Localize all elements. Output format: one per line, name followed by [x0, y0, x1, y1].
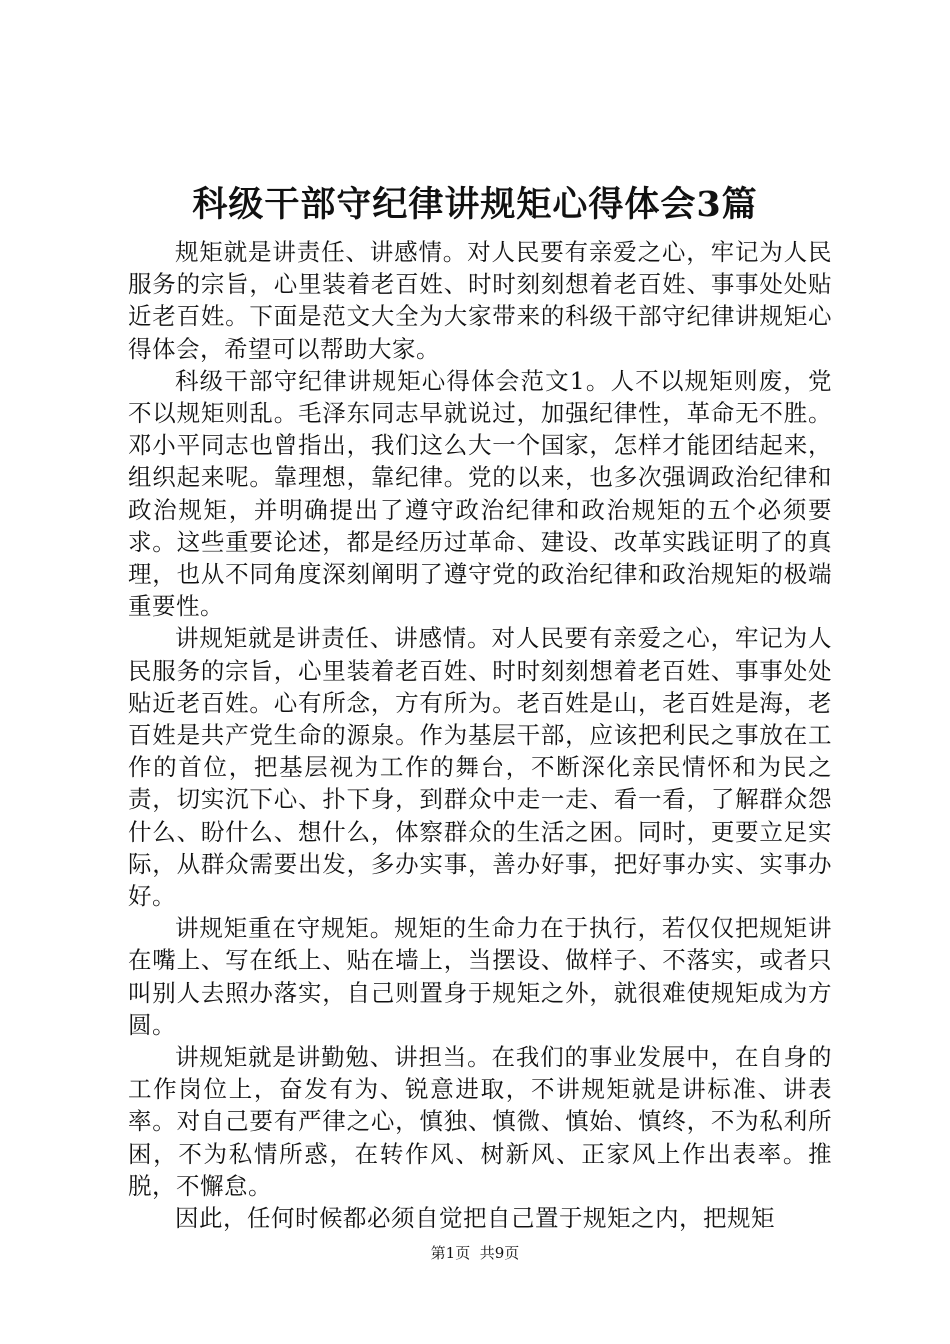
page-total: 共9页	[479, 1244, 520, 1262]
page-footer	[0, 1242, 950, 1264]
paragraph-1: 科级干部守纪律讲规矩心得体会范文1。人不以规矩则废，党不以规矩则乱。毛泽东同志早就说过，加强纪律性，革命无不胜。邓小平同志也曾指出，我们这么大一个国家，怎样才能团结起来，组织起来呢。靠理想，靠纪律。党的以来，也多次强调政治纪律和政治规矩，并明确提出了遵守政治纪律和政治规矩的五个必须要求。这些重要论述，都是经历过革命、建设、改革实践证明了的真理，也从不同角度深刻阐明了遵守党的政治纪律和政治规矩的极端重要性。	[128, 366, 832, 621]
page-number: 第1页	[430, 1244, 471, 1262]
paragraph-2: 讲规矩就是讲责任、讲感情。对人民要有亲爱之心，牢记为人民服务的宗旨，心里装着老百姓、时时刻刻想着老百姓、事事处处贴近老百姓。心有所念，方有所为。老百姓是山，老百姓是海，老百姓是共产党生命的源泉。作为基层干部，应该把利民之事放在工作的首位，把基层视为工作的舞台，不断深化亲民情怀和为民之责，切实沉下心、扑下身，到群众中走一走、看一看，了解群众怨什么、盼什么、想什么，体察群众的生活之困。同时，更要立足实际，从群众需要出发，多办实事，善办好事，把好事办实、实事办好。	[128, 624, 832, 911]
paragraph-4: 讲规矩就是讲勤勉、讲担当。在我们的事业发展中，在自身的工作岗位上，奋发有为、锐意进取，不讲规矩就是讲标准、讲表率。对自己要有严律之心，慎独、慎微、慎始、慎终，不为私利所困，不为私情所惑，在转作风、树新风、正家风上作出表率。推脱，不懈怠。	[128, 1043, 832, 1200]
paragraph-5: 因此，任何时候都必须自觉把自己置于规矩之内，把规矩	[175, 1204, 775, 1233]
footer-separator	[470, 1244, 480, 1262]
paragraph-3: 讲规矩重在守规矩。规矩的生命力在于执行，若仅仅把规矩讲在嘴上、写在纸上、贴在墙上，当摆设、做样子、不落实，或者只叫别人去照办落实，自己则置身于规矩之外，就很难使规矩成为方圆。	[128, 914, 832, 1039]
document-title: 科级干部守纪律讲规矩心得体会3篇	[192, 184, 758, 225]
paragraph-intro: 规矩就是讲责任、讲感情。对人民要有亲爱之心，牢记为人民服务的宗旨，心里装着老百姓、时时刻刻想着老百姓、事事处处贴近老百姓。下面是范文大全为大家带来的科级干部守纪律讲规矩心得体会，希望可以帮助大家。	[128, 238, 832, 363]
document-body	[128, 236, 832, 1234]
